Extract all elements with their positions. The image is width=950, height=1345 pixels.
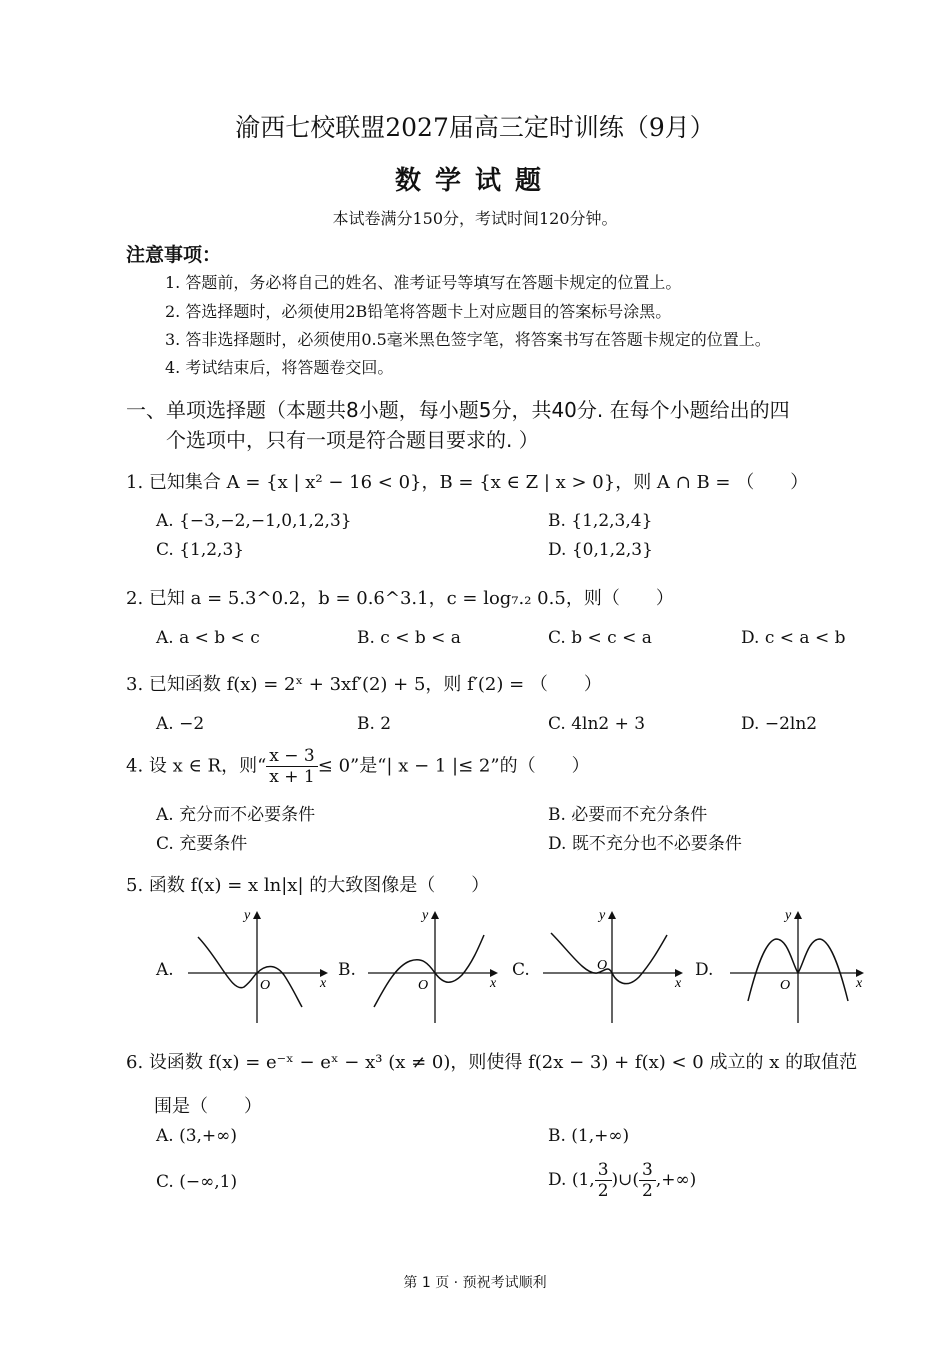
fraction-2-numerator: 3 (639, 1160, 656, 1181)
question-2-option-c: C. b < c < a (548, 628, 652, 648)
question-4-fraction-numerator: x − 3 (266, 746, 317, 767)
question-4-option-d: D. 既不充分也不必要条件 (548, 834, 742, 854)
question-2-stem: 2. 已知 a = 5.3^0.2，b = 0.6^3.1，c = log₇.₂ 0.5，则（ ） (126, 588, 674, 609)
fraction-1-denominator: 2 (597, 1181, 609, 1201)
question-1-option-a: A. {−3,−2,−1,0,1,2,3} (156, 511, 352, 531)
question-6-stem-line1: 6. 设函数 f(x) = e⁻ˣ − eˣ − x³ (x ≠ 0)，则使得 f(2x − 3) + f(x) < 0 成立的 x 的取值范 (126, 1052, 858, 1073)
notice-item-2: 2. 答选择题时，必须使用2B铅笔将答题卡上对应题目的答案标号涂黑。 (165, 302, 672, 321)
option-d-suffix: ,+∞) (655, 1170, 697, 1190)
question-6-option-b: B. (1,+∞) (548, 1126, 630, 1146)
x-label: x (490, 976, 497, 991)
question-1-option-b: B. {1,2,3,4} (548, 511, 653, 531)
subject-title: 数学试题 (394, 166, 555, 196)
question-1-option-c: C. {1,2,3} (156, 540, 245, 560)
notice-item-1: 1. 答题前，务必将自己的姓名、准考证号等填写在答题卡规定的位置上。 (165, 273, 682, 292)
fraction-2-denominator: 2 (642, 1181, 653, 1201)
question-4-fraction-denominator: x + 1 (269, 767, 315, 787)
question-6-option-d (548, 1160, 696, 1201)
notice-heading: 注意事项： (126, 244, 222, 266)
question-6-option-c: C. (−∞,1) (156, 1172, 238, 1192)
option-d-prefix: D. (1, (548, 1170, 595, 1190)
question-5-option-a-label: A. (156, 960, 174, 980)
question-2-option-b: B. c < b < a (357, 628, 461, 648)
question-4-fraction (266, 746, 317, 787)
y-axis-arrow (431, 911, 439, 919)
exam-title: 渝西七校联盟2027届高三定时训练（9月） (235, 113, 715, 142)
origin-label: O (260, 978, 271, 993)
question-1-stem: 1. 已知集合 A = {x | x² − 16 < 0}，B = {x ∈ Z | x > 0}，则 A ∩ B = （ ） (126, 472, 809, 493)
function-curve (198, 937, 302, 1007)
y-label: y (244, 908, 251, 923)
section-heading-line2: 个选项中，只有一项是符合题目要求的. ） (166, 428, 539, 452)
y-label: y (422, 908, 429, 923)
question-4-option-a: A. 充分而不必要条件 (156, 805, 316, 825)
question-6-stem-line2: 围是（ ） (154, 1096, 262, 1117)
origin-label: O (780, 978, 791, 993)
question-3-stem: 3. 已知函数 f(x) = 2ˣ + 3xf′(2) + 5，则 f′(2) = （ ） (126, 674, 602, 695)
question-5-option-c-label: C. (512, 960, 530, 980)
question-3-option-b: B. 2 (357, 714, 392, 734)
question-4-stem (126, 746, 590, 787)
question-6-option-a: A. (3,+∞) (156, 1126, 237, 1146)
question-5-graph-a (180, 905, 330, 1030)
option-d-fraction-2 (639, 1160, 656, 1201)
notice-item-3: 3. 答非选择题时，必须使用0.5毫米黑色签字笔，将答案书写在答题卡规定的位置上。 (165, 330, 771, 349)
origin-label: O (597, 958, 608, 973)
notice-item-4: 4. 考试结束后，将答题卷交回。 (165, 358, 394, 377)
x-label: x (856, 976, 863, 991)
question-5-option-b-label: B. (338, 960, 356, 980)
section-heading-line1: 一、单项选择题（本题共8小题，每小题5分，共40分. 在每个小题给出的四 (126, 398, 790, 422)
question-3-option-c: C. 4ln2 + 3 (548, 714, 646, 734)
function-curve (374, 935, 484, 1007)
x-label: x (675, 976, 682, 991)
question-5-graph-d (722, 905, 872, 1030)
option-d-mid: )∪( (611, 1170, 640, 1190)
y-axis-arrow (253, 911, 261, 919)
y-label: y (599, 908, 606, 923)
question-2-option-a: A. a < b < c (156, 628, 260, 648)
question-4-option-b: B. 必要而不充分条件 (548, 805, 708, 825)
question-4-stem-a: 4. 设 x ∈ R，则“ (126, 755, 267, 777)
fraction-1-numerator: 3 (595, 1160, 612, 1181)
question-3-option-a: A. −2 (156, 714, 205, 734)
x-label: x (320, 976, 327, 991)
question-5-option-d-label: D. (695, 960, 714, 980)
question-2-option-d: D. c < a < b (741, 628, 846, 648)
origin-label: O (418, 978, 429, 993)
question-4-option-c: C. 充要条件 (156, 834, 248, 854)
y-axis-arrow (608, 911, 616, 919)
page-footer: 第 1 页 · 预祝考试顺利 (403, 1275, 547, 1291)
question-5-stem: 5. 函数 f(x) = x ln|x| 的大致图像是（ ） (126, 875, 490, 896)
exam-info: 本试卷满分150分，考试时间120分钟。 (332, 209, 618, 228)
function-curve (551, 933, 667, 984)
question-5-graph-c (535, 905, 685, 1030)
question-3-option-d: D. −2ln2 (741, 714, 818, 734)
option-d-fraction-1 (595, 1160, 612, 1201)
question-5-graph-b (360, 905, 510, 1030)
y-label: y (785, 908, 792, 923)
question-1-option-d: D. {0,1,2,3} (548, 540, 653, 560)
question-4-stem-b: ≤ 0”是“| x − 1 |≤ 2”的（ ） (317, 755, 590, 777)
y-axis-arrow (794, 911, 802, 919)
